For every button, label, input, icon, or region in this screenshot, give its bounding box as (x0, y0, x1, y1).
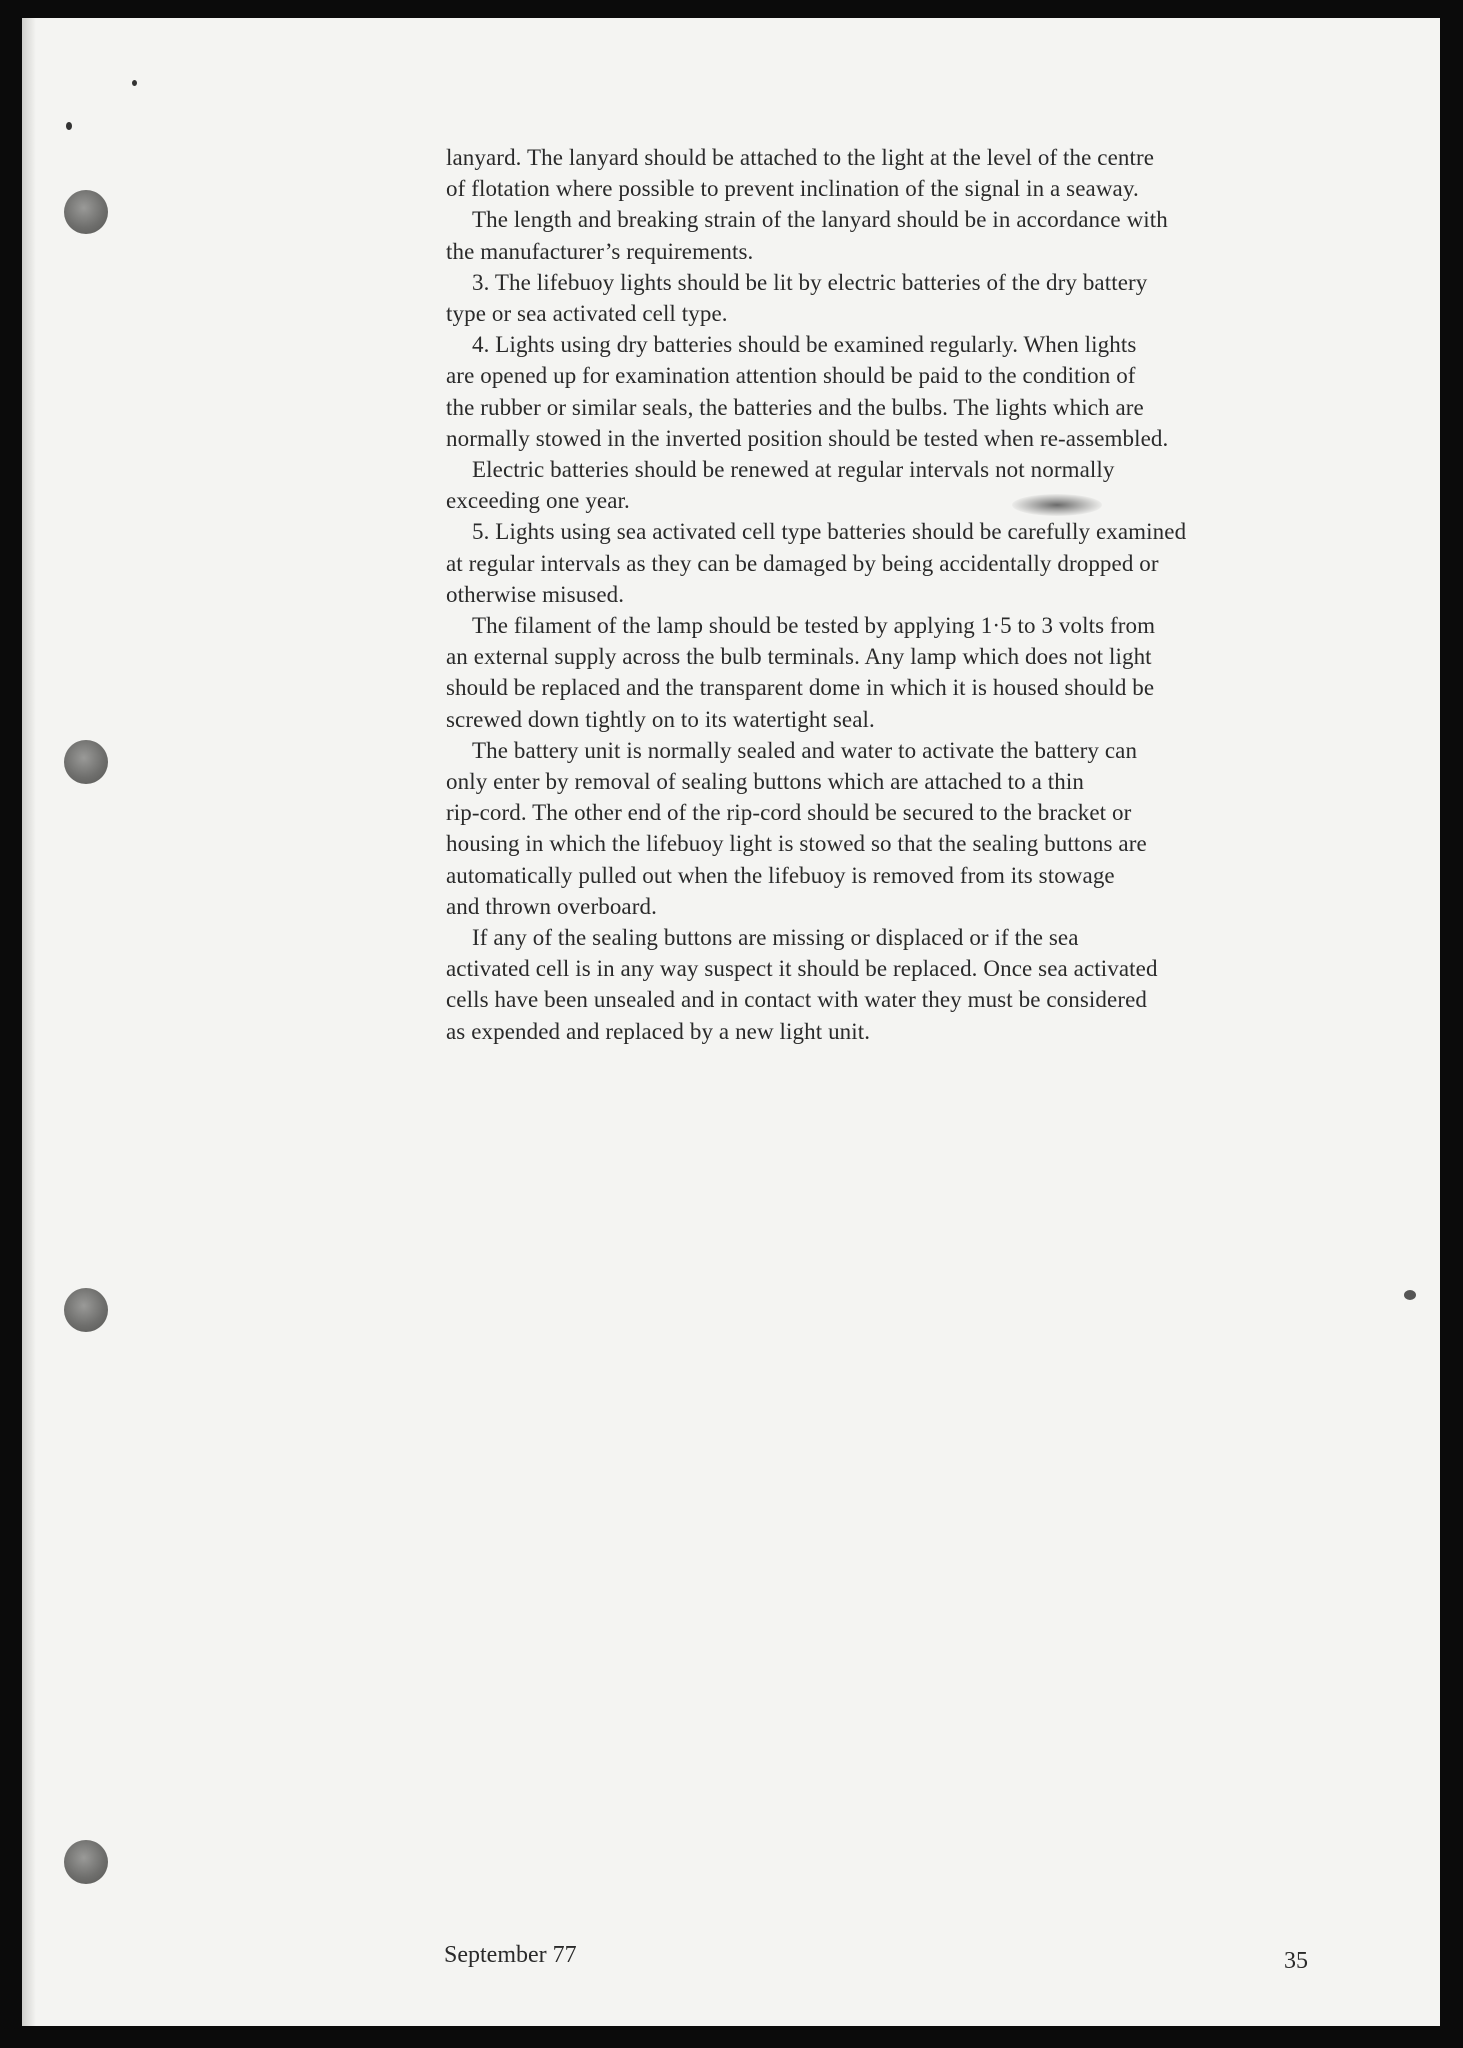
scanned-page (22, 18, 1440, 2026)
text-line: as expended and replaced by a new light unit. (446, 1018, 871, 1044)
text-line: screwed down tightly on to its watertight seal. (446, 706, 875, 732)
punch-hole-2 (64, 740, 108, 784)
text-line: and thrown overboard. (446, 893, 657, 919)
text-line: exceeding one year. (446, 488, 630, 514)
text-line: If any of the sealing buttons are missing or displaced or if the sea (472, 925, 1079, 951)
body-text (446, 142, 1346, 1047)
text-line: housing in which the lifebuoy light is stowed so that the sealing buttons are (446, 831, 1147, 857)
text-line: 4. Lights using dry batteries should be examined regularly. When lights (472, 332, 1137, 358)
text-line: type or sea activated cell type. (446, 301, 728, 327)
text-line: only enter by removal of sealing buttons which are attached to a thin (446, 769, 1084, 795)
text-line: 3. The lifebuoy lights should be lit by electric batteries of the dry battery (472, 269, 1148, 295)
text-line: Electric batteries should be renewed at regular intervals not normally (472, 457, 1115, 483)
scan-speck (1404, 1290, 1416, 1300)
punch-hole-3 (64, 1288, 108, 1332)
text-line: the manufacturer’s requirements. (446, 238, 754, 264)
punch-hole-1 (64, 190, 108, 234)
text-line: The battery unit is normally sealed and water to activate the battery can (472, 737, 1138, 763)
text-line: should be replaced and the transparent dome in which it is housed should be (446, 675, 1155, 701)
text-line: rip-cord. The other end of the rip-cord should be secured to the bracket or (446, 800, 1132, 826)
text-line: 5. Lights using sea activated cell type batteries should be carefully examined (472, 519, 1187, 545)
scan-speck (66, 122, 72, 130)
text-line: The filament of the lamp should be tested by applying 1·5 to 3 volts from (472, 613, 1156, 639)
scan-speck (132, 80, 137, 86)
footer-date: September 77 (444, 1942, 577, 1968)
text-line: of flotation where possible to prevent inclination of the signal in a seaway. (446, 176, 1139, 202)
text-line: normally stowed in the inverted position should be tested when re-assembled. (446, 425, 1169, 451)
text-line: activated cell is in any way suspect it should be replaced. Once sea activated (446, 956, 1158, 982)
text-line: cells have been unsealed and in contact with water they must be considered (446, 987, 1147, 1013)
punch-hole-4 (64, 1840, 108, 1884)
text-line: at regular intervals as they can be damaged by being accidentally dropped or (446, 550, 1159, 576)
text-line: the rubber or similar seals, the batteries and the bulbs. The lights which are (446, 394, 1144, 420)
text-line: an external supply across the bulb terminals. Any lamp which does not light (446, 644, 1152, 670)
text-line: automatically pulled out when the lifebuoy is removed from its stowage (446, 862, 1115, 888)
text-line: are opened up for examination attention should be paid to the condition of (446, 363, 1136, 389)
page-number: 35 (1284, 1948, 1308, 1974)
text-line: otherwise misused. (446, 581, 625, 607)
text-line: The length and breaking strain of the lanyard should be in accordance with (472, 207, 1168, 233)
text-line: lanyard. The lanyard should be attached to the light at the level of the centre (446, 145, 1155, 170)
